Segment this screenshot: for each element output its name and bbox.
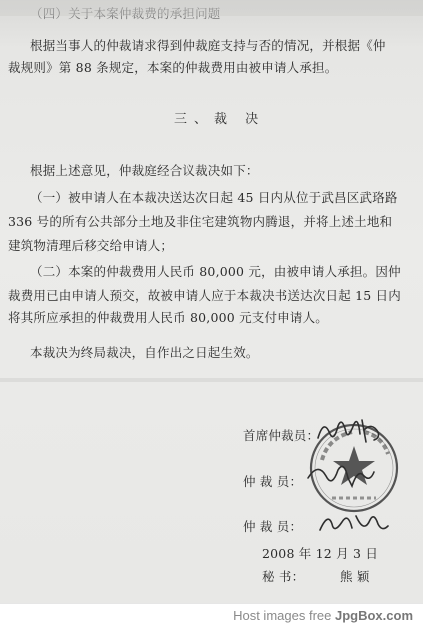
ruling-intro: 根据上述意见，仲裁庭经合议裁决如下：: [30, 163, 259, 178]
secretary-label: 秘 书：: [262, 569, 305, 584]
arbitrator-2-signature: [316, 506, 392, 538]
fee-paragraph-line-1: 根据当事人的仲裁请求得到仲裁庭支持与否的情况，并根据《仲: [30, 38, 386, 53]
chief-arbitrator-label: 首席仲裁员：: [243, 428, 320, 443]
arbitration-seal-stamp: [308, 422, 400, 514]
ruling-item-1-line-1: （一）被申请人在本裁决送达次日起 45 日内从位于武昌区武珞路: [30, 190, 398, 205]
secretary-name: 熊 颖: [340, 569, 370, 584]
arbitrator-1-signature: [304, 458, 378, 494]
final-statement: 本裁决为终局裁决，自作出之日起生效。: [30, 345, 259, 360]
ruling-item-1-line-2: 336 号的所有公共部分土地及非住宅建筑物内腾退，并将上述土地和: [8, 214, 393, 229]
ruling-item-1-line-3: 建筑物清理后移交给申请人；: [8, 238, 174, 253]
fee-paragraph-line-2: 裁规则》第 88 条规定，本案的仲裁费用由被申请人承担。: [8, 60, 338, 75]
image-host-footer: [0, 603, 423, 631]
ruling-item-2-line-3: 将其所应承担的仲裁费用人民币 80,000 元支付申请人。: [8, 310, 328, 325]
ruling-date: 2008 年 12 月 3 日: [262, 546, 379, 561]
arbitrator-2-label: 仲 裁 员：: [243, 519, 303, 534]
host-watermark[interactable]: [233, 608, 413, 623]
arbitrator-1-label: 仲 裁 员：: [243, 474, 303, 489]
chief-arbitrator-signature: [314, 412, 386, 448]
ruling-item-2-line-1: （二）本案的仲裁费用人民币 80,000 元，由被申请人承担。因仲: [30, 264, 401, 279]
section-four-heading: （四）关于本案仲裁费的承担问题: [30, 6, 221, 21]
watermark-brand: JpgBox.com: [334, 608, 413, 623]
ruling-item-2-line-2: 裁费用已由申请人预交，故被申请人应于本裁决书送达次日起 15 日内: [8, 288, 401, 303]
watermark-prefix: Host images free: [233, 608, 332, 623]
ruling-section-heading: 三、裁 决: [174, 112, 266, 127]
